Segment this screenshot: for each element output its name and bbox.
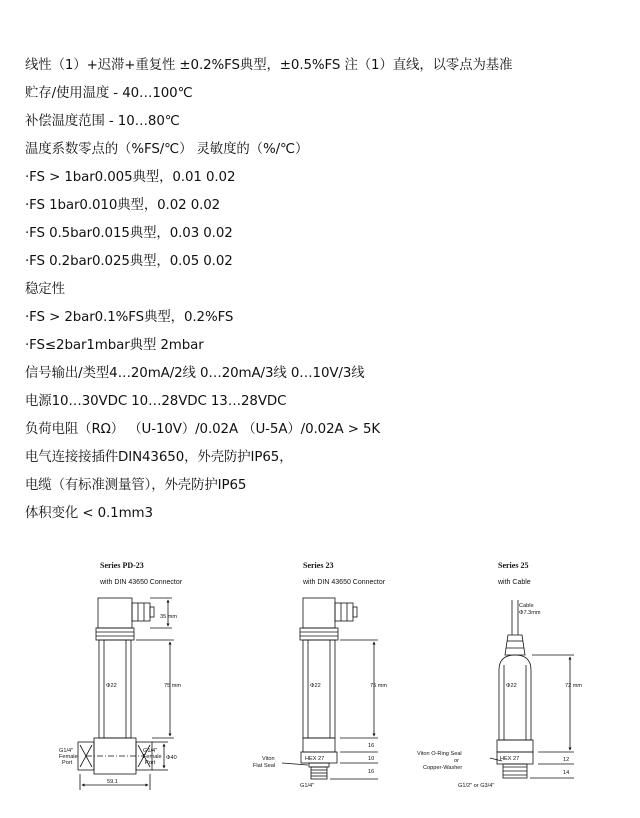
pd23-width-59: 59.1 bbox=[107, 779, 118, 785]
pd23-right-port-label-1: G1/4" bbox=[143, 748, 158, 754]
s25-dim-12: 12 bbox=[563, 757, 570, 763]
pd23-connector-head bbox=[98, 598, 132, 628]
pd23-diameter-22: Φ22 bbox=[106, 683, 117, 689]
s25-cable-label-2: Φ7.3mm bbox=[519, 610, 541, 616]
spec-temp-coefficient-header: 温度系数零点的（%FS/℃） 灵敏度的（%/℃） bbox=[25, 142, 309, 157]
s25-seal-label-1: Viton O-Ring Seal bbox=[417, 751, 462, 757]
s25-title: Series 25 bbox=[498, 561, 529, 570]
spec-load-resistance: 负荷电阻（RΩ） （U-10V）/0.02A （U-5A）/0.02A > 5K bbox=[25, 422, 381, 437]
drawing-series-pd23 bbox=[59, 561, 183, 790]
spec-temp-coefficient-row: ·FS 1bar0.010典型，0.02 0.02 bbox=[25, 198, 221, 213]
s23-hex-label: HEX 27 bbox=[305, 756, 325, 762]
s23-dim-16-bottom: 16 bbox=[368, 769, 375, 775]
s25-dim-72: 72 mm bbox=[565, 683, 583, 689]
s25-diameter-22: Φ22 bbox=[506, 683, 517, 689]
s25-hex-label: HEX 27 bbox=[500, 756, 520, 762]
spec-storage-temperature: 贮存/使用温度 - 40…100℃ bbox=[25, 86, 193, 101]
drawing-series-25 bbox=[417, 561, 582, 789]
spec-list bbox=[25, 52, 625, 528]
spec-electrical-connection: 电气连接接插件DIN43650，外壳防护IP65， bbox=[25, 450, 293, 465]
spec-stability-row: ·FS > 2bar0.1%FS典型，0.2%FS bbox=[25, 310, 234, 325]
spec-temp-coefficient-row: ·FS 0.5bar0.015典型，0.03 0.02 bbox=[25, 226, 233, 241]
s23-lower-body bbox=[303, 738, 335, 752]
s25-dim-14: 14 bbox=[563, 770, 570, 776]
pd23-collar bbox=[96, 628, 134, 640]
s23-flat-seal bbox=[309, 763, 329, 767]
pd23-left-port-label-3: Port bbox=[62, 760, 73, 766]
s23-title: Series 23 bbox=[303, 561, 334, 570]
s23-connector-head bbox=[303, 598, 335, 628]
s23-dim-16-top: 16 bbox=[368, 743, 375, 749]
s25-collar bbox=[497, 740, 533, 752]
spec-power-supply: 电源10…30VDC 10…28VDC 13…28VDC bbox=[25, 394, 287, 409]
spec-compensated-range: 补偿温度范围 - 10…80℃ bbox=[25, 114, 180, 129]
spec-cable: 电缆（有标准测量管），外壳防护IP65 bbox=[25, 478, 247, 493]
s25-thread-label: G1/2" or G3/4" bbox=[458, 783, 495, 789]
pd23-left-port-label-1: G1/4" bbox=[59, 748, 74, 754]
pd23-dim-40: Φ40 bbox=[166, 755, 177, 761]
s23-diameter-22: Φ22 bbox=[310, 683, 321, 689]
pd23-right-port-label-2: Female bbox=[143, 754, 162, 760]
pd23-subtitle: with DIN 43650 Connector bbox=[100, 579, 183, 586]
spec-temp-coefficient-row: ·FS 0.2bar0.025典型，0.05 0.02 bbox=[25, 254, 233, 269]
s23-cable-gland bbox=[335, 603, 353, 621]
pd23-left-port-label-2: Female bbox=[59, 754, 78, 760]
s25-seal-label-2: or bbox=[454, 758, 459, 764]
s23-dim-75: 75 mm bbox=[370, 683, 388, 689]
s25-cable-gland bbox=[505, 635, 525, 655]
s23-thread-label: G1/4" bbox=[300, 783, 315, 789]
pd23-right-port-label-3: Port bbox=[145, 760, 156, 766]
pd23-cable-gland bbox=[132, 603, 150, 621]
spec-stability-header: 稳定性 bbox=[25, 282, 65, 297]
spec-stability-row: ·FS≤2bar1mbar典型 2mbar bbox=[25, 338, 204, 353]
pd23-dim-75: 75 mm bbox=[164, 683, 182, 689]
s25-cable-label-1: Cable bbox=[519, 603, 534, 609]
pd23-title: Series PD-23 bbox=[100, 561, 144, 570]
technical-drawings bbox=[0, 545, 640, 805]
spec-volume-change: 体积变化 < 0.1mm3 bbox=[25, 506, 153, 521]
s23-dim-10: 10 bbox=[368, 756, 375, 762]
s25-seal-label-3: Copper-Washer bbox=[423, 765, 463, 771]
s23-subtitle: with DIN 43650 Connector bbox=[303, 579, 386, 586]
spec-temp-coefficient-row: ·FS > 1bar0.005典型，0.01 0.02 bbox=[25, 170, 236, 185]
s23-seal-label-1: Viton bbox=[262, 756, 275, 762]
s25-subtitle: with Cable bbox=[498, 579, 531, 586]
drawing-series-23 bbox=[253, 561, 387, 789]
spec-linearity: 线性（1）+迟滞+重复性 ±0.2%FS典型，±0.5%FS 注（1）直线，以零点为基准 bbox=[25, 58, 513, 73]
s23-seal-label-2: Flat Seal bbox=[253, 763, 276, 769]
s23-collar bbox=[300, 628, 338, 640]
pd23-dim-35: 35 mm bbox=[160, 614, 178, 620]
spec-signal-output: 信号输出/类型4…20mA/2线 0…20mA/3线 0…10V/3线 bbox=[25, 366, 365, 381]
